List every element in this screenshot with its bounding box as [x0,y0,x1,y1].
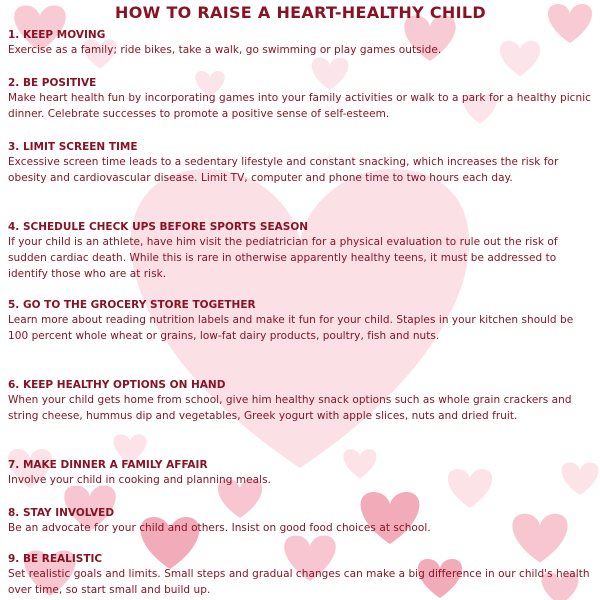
section-text: Be an advocate for your child and others. Insist on good food choices at school. [8,522,431,534]
section-limit-screen-time [8,140,593,186]
section-heading: 8. STAY INVOLVED [8,507,115,519]
section-heading: 4. SCHEDULE CHECK UPS BEFORE SPORTS SEASON [8,221,309,233]
section-heading: 5. GO TO THE GROCERY STORE TOGETHER [8,299,256,311]
section-text: Set realistic goals and limits. Small steps and gradual changes can make a big difference in our child's health over time, so start small and build up. [8,568,590,596]
section-text: When your child gets home from school, give him healthy snack options such as whole grain crackers and string cheese, hummus dip and vegetables, Greek yogurt with apple slices, nuts and dried fruit. [8,394,572,422]
section-grocery-store [8,298,593,344]
section-text: Make heart health fun by incorporating games into your family activities or walk to a park for a healthy picnic dinner. Celebrate successes to promote a positive sense of self-esteem. [8,92,591,120]
section-healthy-options [8,378,593,424]
section-heading: 7. MAKE DINNER A FAMILY AFFAIR [8,459,208,471]
section-text: Learn more about reading nutrition labels and make it fun for your child. Staples in your kitchen should be 100 percent whole wheat or grains, low-fat dairy products, poultry, fish and nuts. [8,314,574,342]
section-keep-moving [8,28,593,58]
section-stay-involved [8,506,593,536]
section-heading: 9. BE REALISTIC [8,553,103,565]
section-be-realistic [8,552,593,598]
section-be-positive [8,76,593,122]
page-title: HOW TO RAISE A HEART-HEALTHY CHILD [115,3,486,22]
section-heading: 6. KEEP HEALTHY OPTIONS ON HAND [8,379,226,391]
section-text: If your child is an athlete, have him visit the pediatrician for a physical evaluation to rule out the risk of sudden cardiac death. While this is rare in otherwise apparently healthy teens, it must be addressed to identify those who are at risk. [8,236,558,280]
section-check-ups [8,220,593,282]
section-family-dinner [8,458,593,488]
section-heading: 1. KEEP MOVING [8,29,106,41]
section-text: Involve your child in cooking and planning meals. [8,474,272,486]
section-text: Excessive screen time leads to a sedentary lifestyle and constant snacking, which increases the risk for obesity and cardiovascular disease. Limit TV, computer and phone time to two hours each day. [8,156,559,184]
section-text: Exercise as a family; ride bikes, take a walk, go swimming or play games outside. [8,44,442,56]
section-heading: 3. LIMIT SCREEN TIME [8,141,138,153]
section-heading: 2. BE POSITIVE [8,77,97,89]
